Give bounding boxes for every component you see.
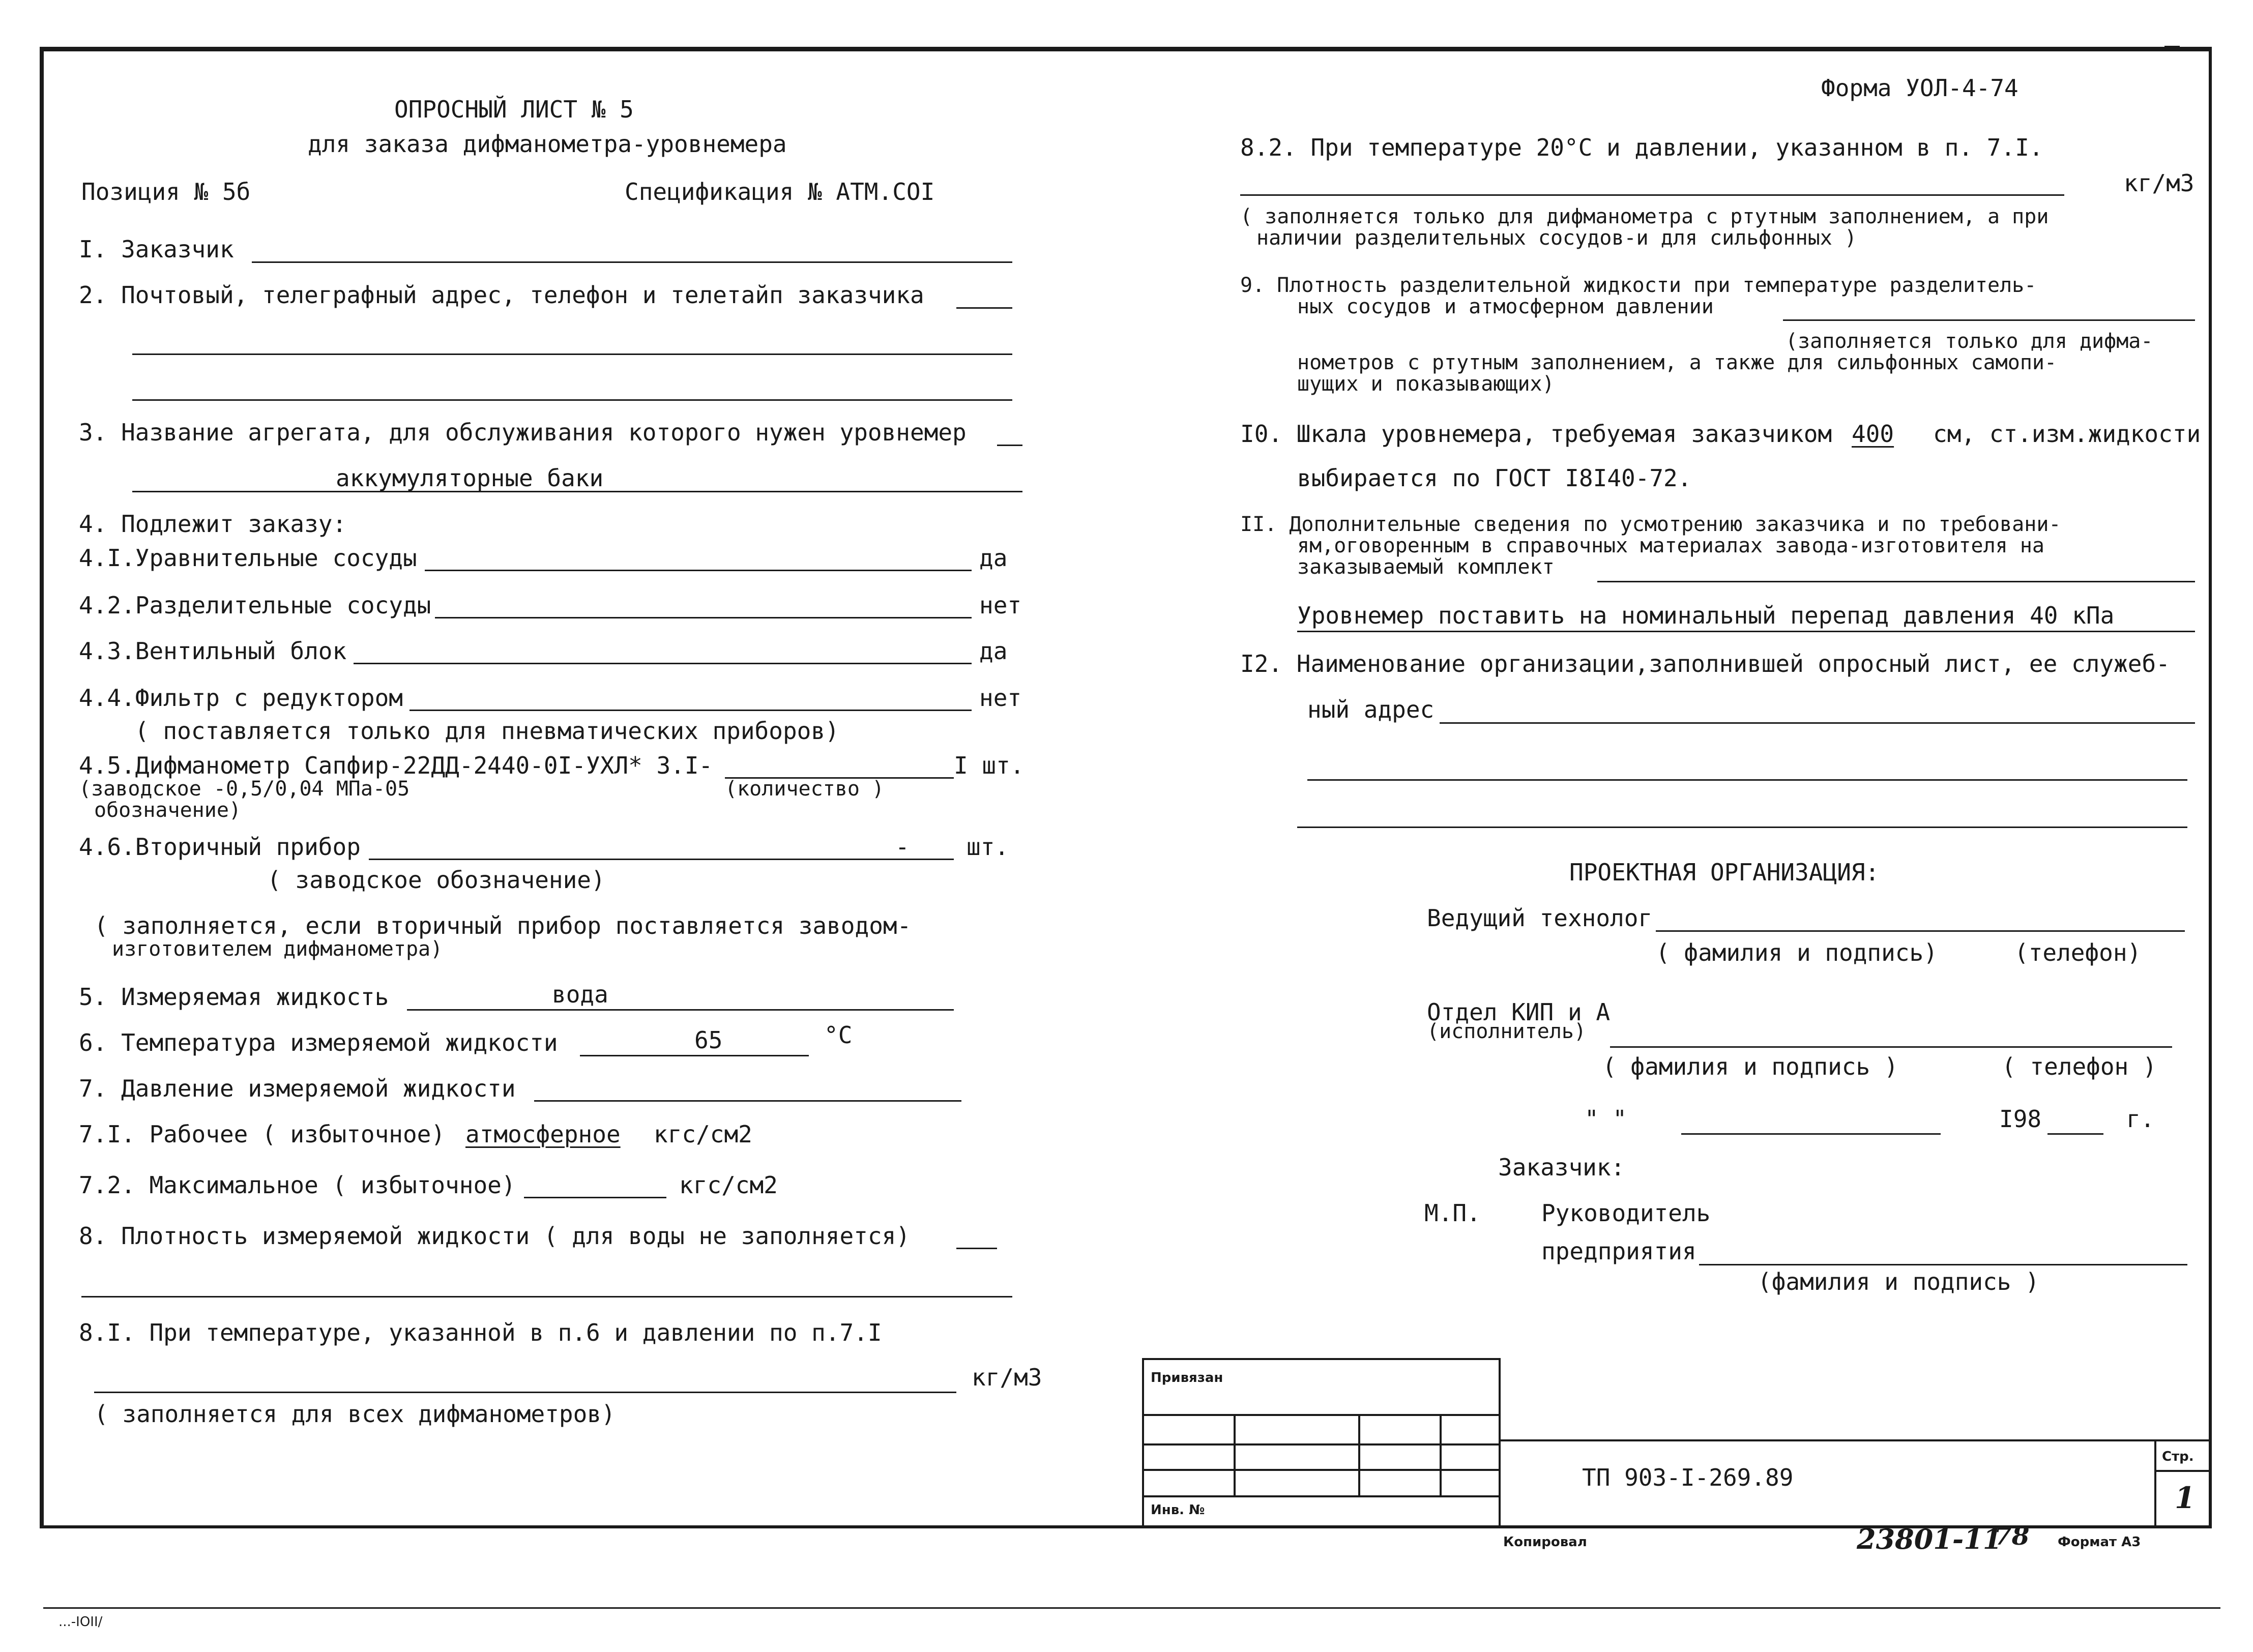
q10-value: 400 bbox=[1852, 420, 1894, 448]
q11-line1: II. Дополнительные сведения по усмотрению заказчика и по требовани- bbox=[1240, 513, 2061, 536]
q2-field-line2[interactable] bbox=[132, 353, 1012, 355]
q6-unit: °С bbox=[824, 1021, 853, 1049]
q8-2-label: 8.2. При температуре 20°С и давлении, указанном в п. 7.I. bbox=[1240, 134, 2043, 161]
archive-sheet: 78 bbox=[1994, 1521, 2030, 1551]
format-label: Формат А3 bbox=[2058, 1535, 2141, 1550]
q4-6-label: 4.6.Вторичный прибор bbox=[79, 833, 361, 861]
date-g: г. bbox=[2126, 1105, 2155, 1133]
sheet-cell-divider bbox=[2154, 1439, 2156, 1528]
q8-2-note-1: ( заполняется только для дифманометра с ртутным заполнением, а при bbox=[1240, 205, 2049, 228]
q9-field[interactable] bbox=[1783, 319, 2195, 321]
q5-label: 5. Измеряемая жидкость bbox=[79, 983, 389, 1011]
q3-field-tail[interactable] bbox=[997, 445, 1022, 446]
q4-3-field[interactable] bbox=[354, 663, 972, 664]
q11-line3: заказываемый комплект bbox=[1297, 555, 1555, 579]
q7-label: 7. Давление измеряемой жидкости bbox=[79, 1075, 516, 1102]
q8-field-tail[interactable] bbox=[956, 1248, 997, 1249]
q11-value-line bbox=[1297, 631, 2195, 632]
q4-4-label: 4.4.Фильтр с редуктором bbox=[79, 684, 403, 712]
q7-2-field[interactable] bbox=[524, 1197, 666, 1198]
q11-line2: ям,оговоренным в справочных материалах завода-изготовителя на bbox=[1297, 534, 2045, 557]
sheet-number: 1 bbox=[2175, 1481, 2196, 1515]
q4-1-field[interactable] bbox=[425, 570, 972, 571]
q10-unit: см, ст.изм.жидкости bbox=[1933, 420, 2201, 448]
q12-line1: I2. Наименование организации,заполнившей опросный лист, ее служеб- bbox=[1240, 650, 2170, 677]
lead-technologist-label: Ведущий технолог bbox=[1427, 904, 1653, 932]
position-number: Позиция № 5б bbox=[81, 178, 251, 205]
org-heading: ПРОЕКТНАЯ ОРГАНИЗАЦИЯ: bbox=[1569, 859, 1880, 886]
q8-1-label: 8.I. При температуре, указанной в п.6 и давлении по п.7.I bbox=[79, 1319, 882, 1346]
stamp-hline-4 bbox=[1142, 1495, 1501, 1497]
stamp-hline-2 bbox=[1142, 1443, 1501, 1446]
sheet-cell-line bbox=[2154, 1470, 2212, 1472]
q4-1-value: да bbox=[979, 544, 1008, 572]
stamp-vline-3 bbox=[1440, 1414, 1442, 1495]
q7-1-unit: кгс/см2 bbox=[654, 1120, 752, 1148]
form-subtitle: для заказа дифманометра-уровнемера bbox=[308, 130, 787, 158]
q9-line2: ных сосудов и атмосферном давлении bbox=[1297, 295, 1714, 318]
customer-label: Заказчик: bbox=[1498, 1154, 1625, 1181]
privyazan-label: Привязан bbox=[1151, 1370, 1223, 1385]
stamp-vline-2 bbox=[1358, 1414, 1360, 1495]
head-sign-field[interactable] bbox=[1699, 1264, 2187, 1265]
head-label-2: предприятия bbox=[1541, 1237, 1696, 1265]
q7-1-label: 7.I. Рабочее ( избыточное) bbox=[79, 1120, 446, 1148]
phone-label-2: ( телефон ) bbox=[2002, 1053, 2157, 1080]
q9-line4: нометров с ртутным заполнением, а также для сильфонных самопи- bbox=[1297, 351, 2057, 374]
q8-1-unit: кг/м3 bbox=[972, 1364, 1042, 1391]
q7-2-unit: кгс/см2 bbox=[679, 1171, 778, 1199]
date-quotes: " " bbox=[1585, 1105, 1627, 1133]
bottom-cut-line bbox=[43, 1607, 2220, 1609]
q12-line2: ный адрес bbox=[1307, 696, 1435, 723]
stamp-hline-1 bbox=[1142, 1414, 1501, 1416]
q8-label: 8. Плотность измеряемой жидкости ( для воды не заполняется) bbox=[79, 1222, 910, 1250]
name-sign-label-2: ( фамилия и подпись ) bbox=[1602, 1053, 1898, 1080]
q7-2-label: 7.2. Максимальное ( избыточное) bbox=[79, 1171, 516, 1199]
q4-6-field[interactable] bbox=[369, 859, 954, 860]
lead-technologist-field[interactable] bbox=[1656, 930, 2185, 932]
q7-field[interactable] bbox=[534, 1100, 961, 1102]
q8-2-unit: кг/м3 bbox=[2124, 169, 2195, 197]
year-field[interactable] bbox=[2047, 1133, 2103, 1135]
q12-field-2[interactable] bbox=[1307, 779, 2187, 781]
q6-field[interactable] bbox=[580, 1055, 809, 1056]
q4-5-line3: обозначение) bbox=[94, 799, 241, 822]
name-sign-label-1: ( фамилия и подпись) bbox=[1656, 939, 1938, 966]
dept-label-2: (исполнитель) bbox=[1427, 1020, 1587, 1043]
q4-label: 4. Подлежит заказу: bbox=[79, 510, 347, 538]
q4-5-qty: I шт. bbox=[954, 752, 1025, 779]
q4-2-value: нет bbox=[979, 592, 1022, 619]
executor-field[interactable] bbox=[1610, 1046, 2172, 1048]
q4-6-value: - bbox=[895, 833, 910, 861]
q2-label: 2. Почтовый, телеграфный адрес, телефон и телетайп заказчика bbox=[79, 281, 924, 309]
secondary-note-1: ( заполняется, если вторичный прибор поставляется заводом- bbox=[94, 912, 912, 939]
head-label-1: Руководитель bbox=[1541, 1199, 1711, 1227]
name-sign-label-3: (фамилия и подпись ) bbox=[1758, 1268, 2039, 1295]
q11-field[interactable] bbox=[1597, 581, 2195, 582]
q9-line3: (заполняется только для дифма- bbox=[1786, 330, 2153, 353]
q4-6-unit: шт. bbox=[967, 833, 1009, 861]
q9-line5: шущих и показывающих) bbox=[1297, 372, 1555, 396]
q8-1-note: ( заполняется для всех дифманометров) bbox=[94, 1400, 616, 1428]
q2-field-line3[interactable] bbox=[132, 399, 1012, 401]
phone-label-1: (телефон) bbox=[2014, 939, 2142, 966]
dept-label-1: Отдел КИП и А bbox=[1427, 998, 1611, 1026]
inv-label: Инв. № bbox=[1151, 1502, 1205, 1518]
q3-field[interactable] bbox=[132, 491, 1022, 492]
q6-label: 6. Температура измеряемой жидкости bbox=[79, 1029, 558, 1056]
q8-1-field[interactable] bbox=[94, 1392, 956, 1393]
q4-5-line1: 4.5.Дифманометр Сапфир-22ДД-2440-0I-УХЛ* 3.I- bbox=[79, 752, 713, 779]
q1-label: I. Заказчик bbox=[79, 235, 234, 263]
q11-value: Уровнемер поставить на номинальный перепад давления 40 кПа bbox=[1297, 602, 2115, 629]
q10-label: I0. Шкала уровнемера, требуемая заказчиком bbox=[1240, 420, 1832, 448]
q4-4-note: ( поставляется только для пневматических приборов) bbox=[135, 717, 839, 745]
q7-1-value: атмосферное bbox=[465, 1120, 621, 1148]
q9-line1: 9. Плотность разделительной жидкости при температуре разделитель- bbox=[1240, 274, 2037, 297]
q8-field[interactable] bbox=[81, 1296, 1012, 1297]
q5-field[interactable] bbox=[407, 1009, 954, 1011]
date-year: I98 bbox=[1999, 1105, 2042, 1133]
q2-field-tail[interactable] bbox=[956, 307, 1012, 309]
archive-number: 23801-11 bbox=[1857, 1523, 2002, 1555]
specification-number: Спецификация № АТМ.СОI bbox=[625, 178, 935, 205]
q4-2-label: 4.2.Разделительные сосуды bbox=[79, 592, 431, 619]
form-title: ОПРОСНЫЙ ЛИСТ № 5 bbox=[394, 96, 634, 123]
q3-label: 3. Название агрегата, для обслуживания которого нужен уровнемер bbox=[79, 419, 967, 446]
titleblock-top-line bbox=[1501, 1439, 2212, 1441]
mp-label: М.П. bbox=[1424, 1199, 1481, 1227]
secondary-note-2: изготовителем дифманометра) bbox=[112, 937, 443, 961]
q4-3-value: да bbox=[979, 637, 1008, 665]
q5-value: вода bbox=[552, 981, 608, 1008]
q8-2-note-2: наличии разделительных сосудов-и для сильфонных ) bbox=[1256, 226, 1857, 250]
sheet-label: Стр. bbox=[2162, 1449, 2194, 1464]
q4-4-value: нет bbox=[979, 684, 1022, 712]
q8-2-field[interactable] bbox=[1240, 194, 2064, 196]
q4-2-field[interactable] bbox=[435, 617, 972, 618]
stamp-hline-3 bbox=[1142, 1469, 1501, 1471]
q3-value: аккумуляторные баки bbox=[336, 464, 604, 492]
q4-5-line2: (заводское -0,5/0,04 МПа-05 bbox=[79, 777, 410, 801]
q1-field[interactable] bbox=[252, 261, 1012, 263]
q12-field-3[interactable] bbox=[1297, 827, 2187, 828]
form-code: Форма УОЛ-4-74 bbox=[1821, 74, 2018, 102]
q6-value: 65 bbox=[694, 1026, 723, 1054]
q4-1-label: 4.I.Уравнительные сосуды bbox=[79, 544, 417, 572]
q4-3-label: 4.3.Вентильный блок bbox=[79, 637, 347, 665]
q4-5-qty-label: (количество ) bbox=[725, 777, 885, 801]
frame-corner-mark bbox=[2164, 46, 2180, 50]
q4-6-note: ( заводское обозначение) bbox=[267, 866, 605, 894]
date-field[interactable] bbox=[1681, 1133, 1941, 1135]
document-code: ТП 903-I-269.89 bbox=[1582, 1464, 1794, 1491]
stamp-vline-1 bbox=[1234, 1414, 1236, 1495]
q10-standard: выбирается по ГОСТ I8I40-72. bbox=[1297, 464, 1692, 492]
footer-mark: ...-IOII/ bbox=[58, 1614, 103, 1630]
q12-field-1[interactable] bbox=[1440, 722, 2195, 724]
copied-label: Копировал bbox=[1503, 1535, 1587, 1550]
q4-4-field[interactable] bbox=[409, 710, 972, 711]
